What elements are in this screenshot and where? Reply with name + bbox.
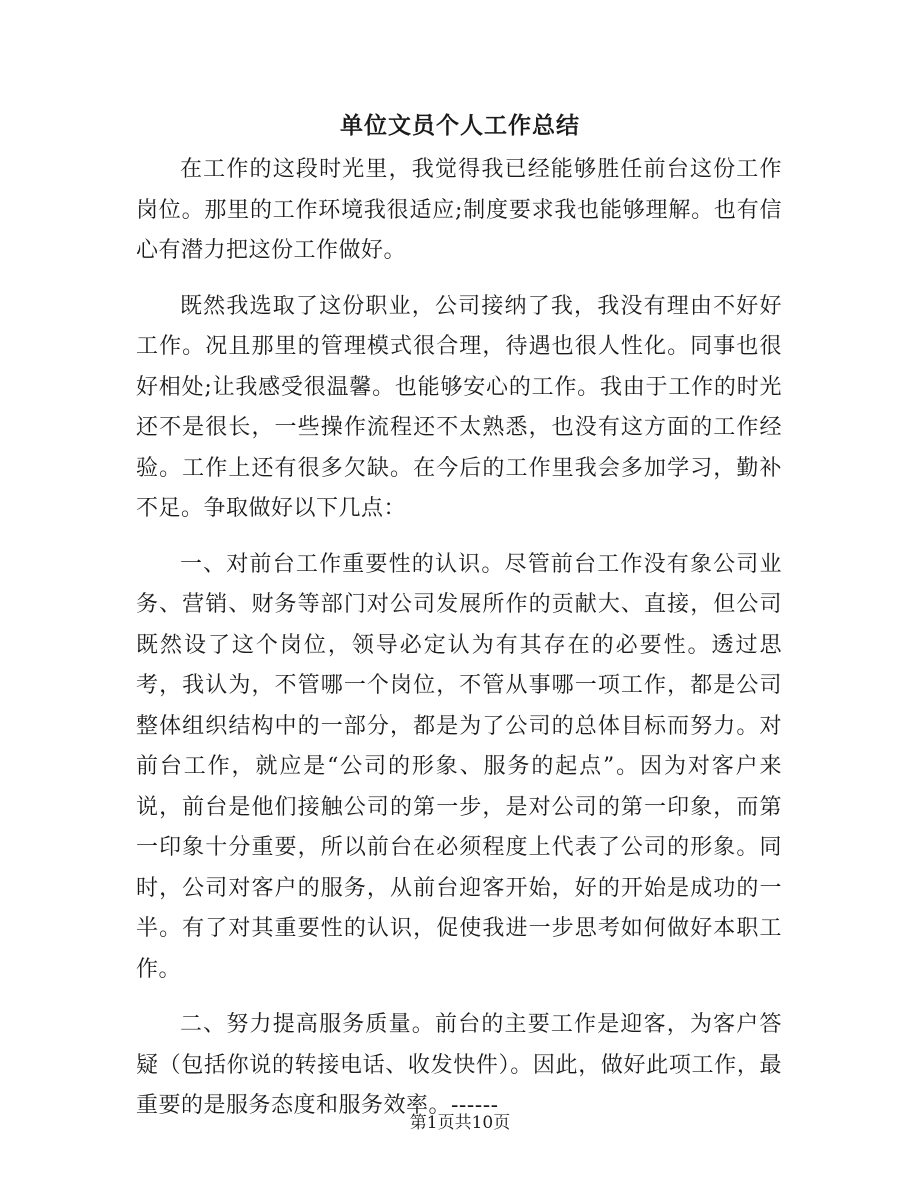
paragraph-point-one: 一、对前台工作重要性的认识。尽管前台工作没有象公司业务、营销、财务等部门对公司发展所作的贡献大、直接，但公司既然设了这个岗位，领导必定认为有其存在的必要性。透过思考，我认为，不管哪一个岗位，不管从事哪一项工作，都是公司整体组织结构中的一部分，都是为了公司的总体目标而努力。对前台工作，就应是“公司的形象、服务的起点”。因为对客户来说，前台是他们接触公司的第一步，是对公司的第一印象，而第一印象十分重要，所以前台在必须程度上代表了公司的形象。同时，公司对客户的服务，从前台迎客开始，好的开始是成功的一半。有了对其重要性的认识，促使我进一步思考如何做好本职工作。 — [136, 551, 782, 982]
document-title: 单位文员个人工作总结 — [340, 112, 580, 139]
paragraph-intro: 在工作的这段时光里，我觉得我已经能够胜任前台这份工作岗位。那里的工作环境我很适应;制度要求我也能够理解。也有信心有潜力把这份工作做好。 — [136, 157, 782, 263]
page-number: 第1页共10页 — [409, 1113, 511, 1133]
paragraph-career-choice: 既然我选取了这份职业，公司接纳了我，我没有理由不好好工作。况且那里的管理模式很合理，待遇也很人性化。同事也很好相处;让我感受很温馨。也能够安心的工作。我由于工作的时光还不是很长，一些操作流程还不太熟悉，也没有这方面的工作经验。工作上还有很多欠缺。在今后的工作里我会多加学习，勤补不足。争取做好以下几点： — [136, 293, 782, 521]
document-body — [136, 150, 782, 1142]
paragraph-point-two: 二、努力提高服务质量。前台的主要工作是迎客，为客户答疑（包括你说的转接电话、收发快件）。因此，做好此项工作，最重要的是服务态度和服务效率。------ — [136, 1012, 782, 1118]
